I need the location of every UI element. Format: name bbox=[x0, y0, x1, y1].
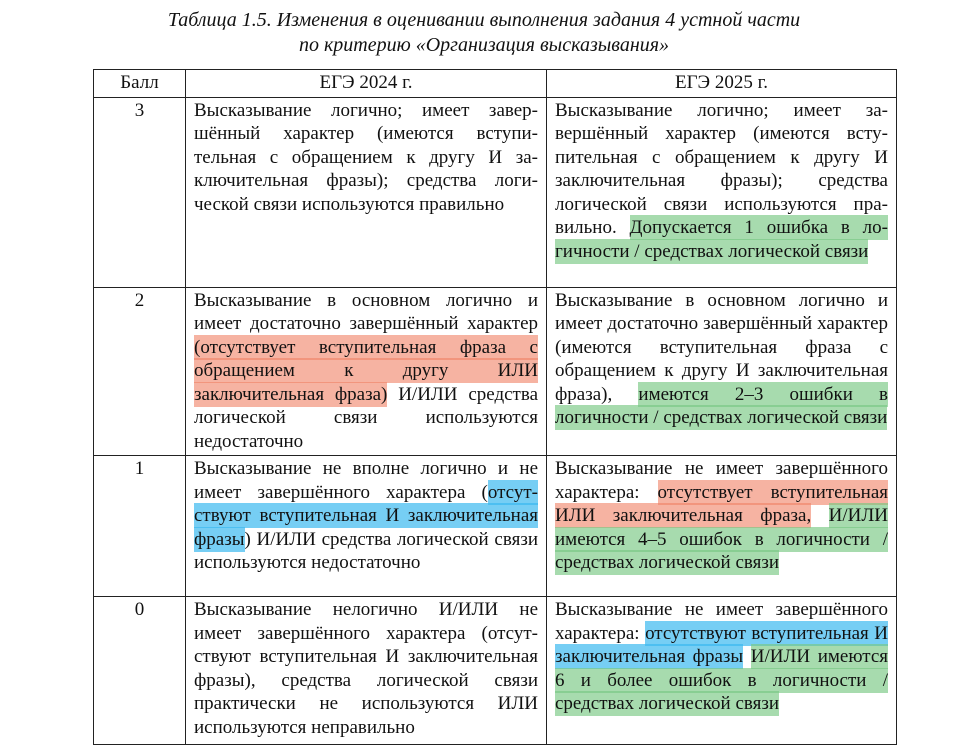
description-text: Высказывание нелогично И/ИЛИ не имеет завершённого характера (отсутствуют вступительная И заключительная фразы), средства логической связи практически не используются ИЛИ используются неправильно bbox=[194, 599, 538, 738]
description-text: Высказывание в основном логично и имеет достаточно завершённый характер (имеются вступительная фраза с обращением к другу И заключительная фраза), bbox=[555, 289, 888, 405]
ege-2025-description-cell bbox=[547, 97, 897, 287]
table-row bbox=[94, 97, 897, 287]
table-row bbox=[94, 597, 897, 745]
description-text: Высказывание не имеет завершённого характера: bbox=[555, 458, 888, 503]
table-row bbox=[94, 287, 897, 456]
ege-2025-description-cell bbox=[547, 456, 897, 597]
highlight-green: Допускается 1 ошибка в логичности / средствах логической связи bbox=[555, 217, 888, 262]
highlight-green: И/ИЛИ имеются 4–5 ошибок в логичности / средствах логической связи bbox=[555, 505, 888, 573]
score-cell: 1 bbox=[94, 456, 186, 597]
score-cell: 2 bbox=[94, 287, 186, 456]
table-body bbox=[94, 97, 897, 745]
score-cell: 0 bbox=[94, 597, 186, 745]
header-2024: ЕГЭ 2024 г. bbox=[186, 70, 547, 98]
caption-line-2: по критерию «Организация высказывания» bbox=[298, 34, 670, 56]
ege-2025-description-cell bbox=[547, 287, 897, 456]
highlight-red: (отсутствует вступительная фраза с обращением к другу ИЛИ заключительная фраза) bbox=[194, 336, 538, 405]
table-caption bbox=[0, 8, 968, 58]
caption-line-1: Таблица 1.5. Изменения в оценивании выполнения задания 4 устной части bbox=[167, 9, 801, 31]
highlight-blue: отсутствуют вступительная И заключительная фразы bbox=[194, 481, 538, 550]
ege-2024-description-cell bbox=[186, 597, 547, 745]
header-2025: ЕГЭ 2025 г. bbox=[547, 70, 897, 98]
ege-2024-description-cell bbox=[186, 456, 547, 597]
ege-2024-description-cell bbox=[186, 97, 547, 287]
highlight-green: И/ИЛИ имеются 6 и более ошибок в логичности / средствах логической связи bbox=[555, 646, 889, 714]
description-text bbox=[743, 646, 751, 667]
table-row bbox=[94, 456, 897, 597]
description-text: Высказывание логично; имеет завершённый характер (имеются вступительная с обращением к другу И заключительная фразы); средства логической связи используются правильно. bbox=[555, 99, 888, 238]
ege-2024-description-cell bbox=[186, 287, 547, 456]
description-text: Высказывание не имеет завершённого характера: bbox=[555, 599, 888, 644]
description-text bbox=[811, 505, 828, 526]
highlight-green: имеются 2–3 ошибки в логичности / средствах логической связи bbox=[555, 383, 888, 428]
ege-2025-description-cell bbox=[547, 597, 897, 745]
description-text: Высказывание в основном логично и имеет достаточно завершённый характер bbox=[194, 289, 538, 334]
criteria-table bbox=[93, 69, 897, 745]
description-text: ) И/ИЛИ средства логической связи используются недостаточно bbox=[194, 528, 538, 573]
score-cell: 3 bbox=[94, 97, 186, 287]
highlight-blue: отсутствуют вступительная И заключительная фразы bbox=[555, 622, 889, 667]
header-row bbox=[94, 70, 897, 98]
description-text: Высказывание логично; имеет завершённый характер (имеются вступительная с обращением к другу И заключительная фразы); средства логической связи используются правильно bbox=[194, 99, 538, 215]
header-score: Балл bbox=[94, 70, 186, 98]
description-text: Высказывание не вполне логично и не имеет завершённого характера ( bbox=[194, 458, 538, 503]
description-text: И/ИЛИ средства логической связи используются недостаточно bbox=[194, 383, 538, 452]
highlight-red: отсутствует вступительная ИЛИ заключительная фраза, bbox=[555, 481, 888, 526]
